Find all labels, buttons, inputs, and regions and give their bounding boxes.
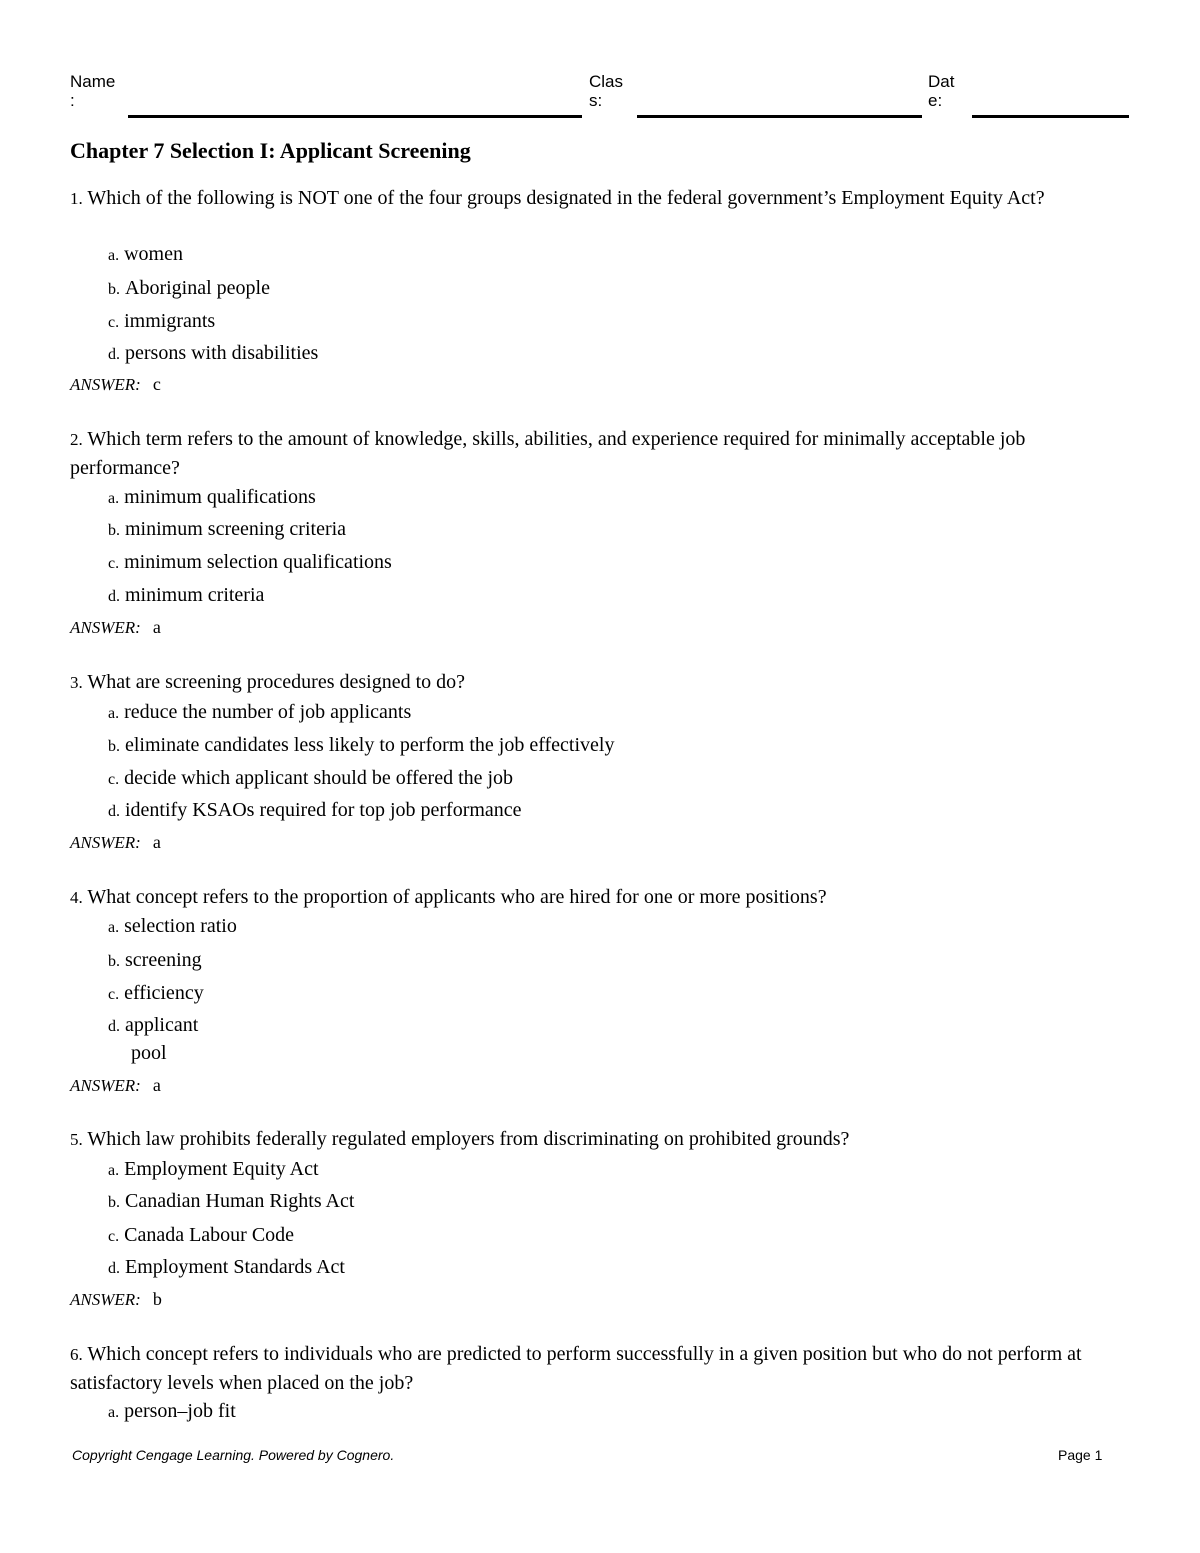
question-text: Which term refers to the amount of knowledge, skills, abilities, and experience required for minimally acceptable job performance? (70, 428, 1026, 479)
option-text: minimum selection qualifications (124, 551, 392, 573)
option-5d (108, 1253, 345, 1283)
date-label-line1: Dat (928, 72, 955, 91)
answer-value: c (152, 374, 161, 394)
answer-label: ANSWER: (70, 833, 141, 852)
option-text: Aboriginal people (125, 277, 270, 299)
answer-value: a (152, 832, 161, 852)
option-letter: b. (108, 281, 120, 298)
question-text: Which concept refers to individuals who are predicted to perform successfully in a given position but who do not perform at satisfactory levels when placed on the job? (70, 1343, 1082, 1394)
option-letter: d. (108, 803, 120, 820)
question-text: What concept refers to the proportion of applicants who are hired for one or more positions? (87, 886, 827, 908)
option-text: eliminate candidates less likely to perform the job effectively (125, 734, 615, 756)
option-text: Employment Equity Act (124, 1158, 319, 1180)
option-text: Employment Standards Act (125, 1256, 345, 1278)
option-text: person–job fit (124, 1400, 236, 1422)
answer-1 (70, 372, 161, 397)
option-letter: b. (108, 522, 120, 539)
question-text: Which of the following is NOT one of the four groups designated in the federal government’s Employment Equity Act? (87, 187, 1045, 209)
answer-label: ANSWER: (70, 1290, 141, 1309)
chapter-title: Chapter 7 Selection I: Applicant Screening (70, 138, 471, 163)
question-number: 1. (70, 189, 83, 208)
question-number: 5. (70, 1130, 83, 1149)
option-5a (108, 1155, 319, 1185)
class-label-line1: Clas (589, 72, 624, 91)
option-4b (108, 946, 202, 976)
option-text: identify KSAOs required for top job performance (125, 799, 522, 821)
option-5b (108, 1187, 354, 1217)
option-3d (108, 796, 522, 826)
name-label-line1: Name (70, 72, 116, 91)
option-letter: d. (108, 1018, 120, 1035)
option-2d (108, 581, 264, 611)
question-1 (70, 184, 1130, 213)
option-letter: a. (108, 490, 120, 507)
answer-2 (70, 615, 161, 640)
option-text: Canada Labour Code (124, 1224, 295, 1246)
question-number: 2. (70, 430, 83, 449)
option-letter: a. (108, 1404, 120, 1421)
question-3 (70, 668, 1130, 697)
option-letter: a. (108, 1162, 120, 1179)
option-text: women (124, 243, 183, 265)
option-letter: a. (108, 705, 120, 722)
option-letter: c. (108, 1228, 120, 1245)
option-1d (108, 339, 318, 369)
answer-4 (70, 1073, 161, 1098)
option-2c (108, 548, 392, 578)
option-text: decide which applicant should be offered the job (124, 767, 514, 789)
page-number: Page 1 (1058, 1447, 1103, 1463)
option-text: minimum qualifications (124, 486, 316, 508)
question-number: 6. (70, 1345, 83, 1364)
option-text: reduce the number of job applicants (124, 701, 412, 723)
answer-value: a (152, 617, 161, 637)
answer-value: b (152, 1289, 162, 1309)
question-2 (70, 425, 1130, 482)
option-4c (108, 979, 204, 1009)
question-text: What are screening procedures designed to do? (87, 671, 466, 693)
option-text: Canadian Human Rights Act (125, 1190, 355, 1212)
option-text: screening (125, 949, 202, 971)
option-text: applicant (125, 1014, 199, 1036)
option-text: minimum criteria (125, 584, 265, 606)
option-4d (108, 1011, 198, 1041)
option-2a (108, 483, 316, 513)
name-field-label (70, 72, 115, 110)
date-label-line2: e: (928, 91, 943, 110)
option-text: efficiency (124, 982, 204, 1004)
option-text: minimum screening criteria (125, 518, 347, 540)
answer-label: ANSWER: (70, 618, 141, 637)
date-field-label (928, 72, 954, 110)
answer-value: a (152, 1075, 161, 1095)
answer-5 (70, 1287, 162, 1312)
option-2b (108, 515, 346, 545)
copyright-footer: Copyright Cengage Learning. Powered by Cognero. (72, 1447, 395, 1463)
option-letter: a. (108, 919, 120, 936)
option-letter: b. (108, 953, 120, 970)
name-field-line[interactable] (128, 115, 582, 118)
option-letter: b. (108, 738, 120, 755)
option-1c (108, 307, 215, 337)
question-number: 3. (70, 673, 83, 692)
option-4d-continued: pool (131, 1042, 167, 1064)
question-5 (70, 1125, 1130, 1154)
option-3b (108, 731, 614, 761)
question-4 (70, 883, 1130, 912)
option-6a (108, 1397, 236, 1427)
option-text: selection ratio (124, 915, 237, 937)
date-field-line[interactable] (972, 115, 1129, 118)
option-letter: d. (108, 346, 120, 363)
option-letter: c. (108, 771, 120, 788)
option-1b (108, 274, 270, 304)
class-field-label (589, 72, 623, 110)
option-5c (108, 1221, 294, 1251)
option-letter: c. (108, 986, 120, 1003)
option-letter: c. (108, 555, 120, 572)
answer-label: ANSWER: (70, 375, 141, 394)
option-text: persons with disabilities (125, 342, 319, 364)
option-letter: b. (108, 1194, 120, 1211)
question-6 (70, 1340, 1130, 1397)
answer-3 (70, 830, 161, 855)
question-number: 4. (70, 888, 83, 907)
class-field-line[interactable] (637, 115, 922, 118)
question-text: Which law prohibits federally regulated employers from discriminating on prohibited grounds? (87, 1128, 850, 1150)
option-4a (108, 912, 237, 942)
option-letter: c. (108, 314, 120, 331)
class-label-line2: s: (589, 91, 603, 110)
option-3c (108, 764, 513, 794)
option-text: immigrants (124, 310, 216, 332)
name-label-line2: : (70, 91, 75, 110)
option-3a (108, 698, 411, 728)
option-1a (108, 240, 183, 270)
option-letter: a. (108, 247, 120, 264)
answer-label: ANSWER: (70, 1076, 141, 1095)
option-letter: d. (108, 1260, 120, 1277)
option-letter: d. (108, 588, 120, 605)
